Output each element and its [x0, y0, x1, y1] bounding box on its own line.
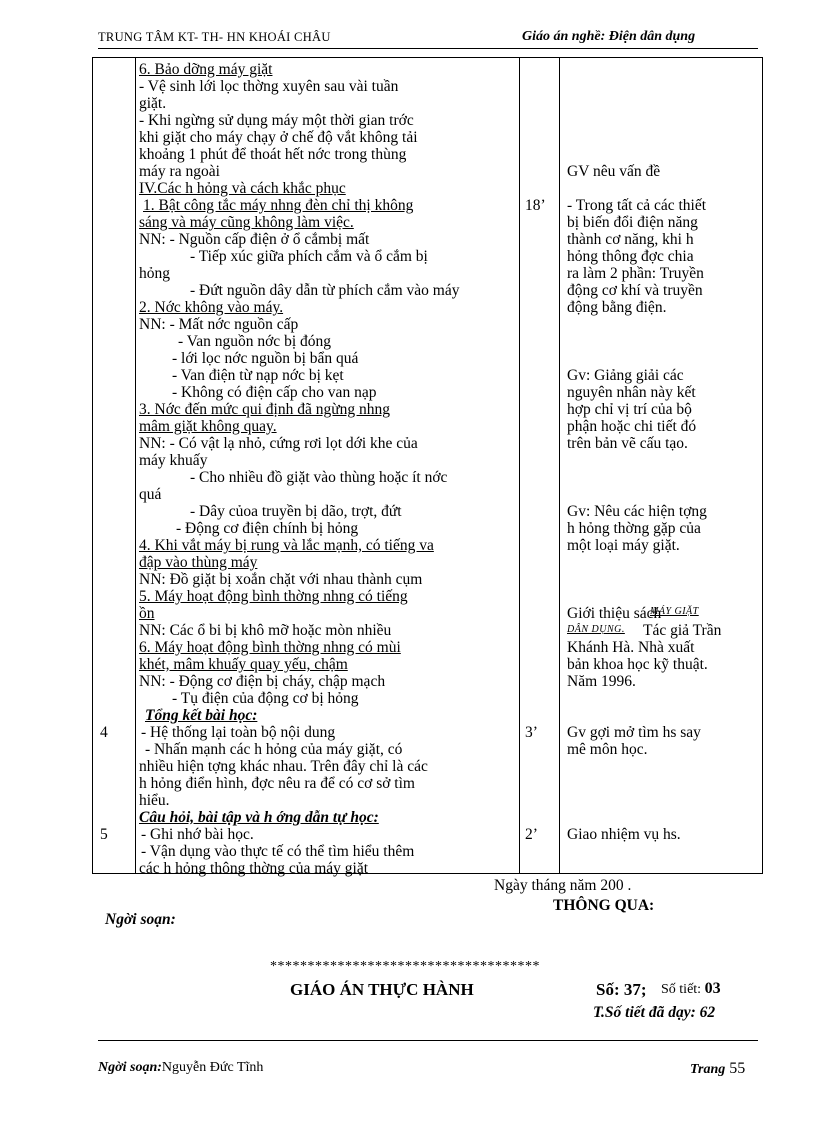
date-line: Ngày tháng năm 200 . [494, 877, 632, 894]
footer-divider [98, 1040, 758, 1041]
activity-line: bản khoa học kỹ thuật. [567, 656, 708, 673]
content-line: hiểu. [139, 792, 170, 809]
content-line: - Đứt nguồn dây dẫn từ phích cắm vào máy [190, 282, 460, 299]
activity-line: h hỏng thờng gặp của [567, 520, 701, 537]
lesson-number: Số: 37; [596, 980, 647, 999]
content-line: nhiều hiện tợng khác nhau. Trên đây chỉ là các [139, 758, 428, 775]
content-line: - Vệ sinh lới lọc thờng xuyên sau vài tuần [139, 78, 399, 95]
activity-line: động bằng điện. [567, 299, 667, 316]
activity-line: Gv: Giảng giải các [567, 367, 684, 384]
content-line: - Van điện từ nạp nớc bị kẹt [172, 367, 344, 384]
time-value: 2’ [525, 826, 538, 843]
content-line: 5. Máy hoạt động bình thờng nhng có tiếng [139, 588, 408, 605]
step-number: 5 [100, 826, 108, 843]
footer-author-name: Nguyễn Đức Tĩnh [161, 1060, 264, 1075]
content-line: - Hệ thống lại toàn bộ nội dung [141, 724, 336, 741]
content-line: IV.Các h hỏng và cách khắc phục [139, 180, 346, 197]
author-signature-label: Ngời soạn: [105, 911, 176, 928]
book-title-line2: DÂN DỤNG. [567, 624, 625, 635]
activity-line: Gv: Nêu các hiện tợng [567, 503, 707, 520]
content-line: 1. Bật công tắc máy nhng đèn chỉ thị không [143, 197, 414, 214]
activity-line: một loại máy giặt. [567, 537, 680, 554]
activity-line: trên bản vẽ cấu tạo. [567, 435, 688, 452]
content-line: - Cho nhiều đồ giặt vào thùng hoặc ít nớc [190, 469, 448, 486]
content-line: Tổng kết bài học: [145, 707, 258, 724]
content-line: NN: - Có vật lạ nhỏ, cứng rơi lọt dới khe của [139, 435, 418, 452]
footer-page-number: 55 [725, 1060, 746, 1077]
content-line: - Không có điện cấp cho van nạp [172, 384, 377, 401]
total-periods: T.Số tiết đã dạy: 62 [593, 1004, 716, 1021]
content-line: Câu hỏi, bài tập và h ớng dẫn tự học: [139, 809, 379, 826]
content-line: khét, mâm khuấy quay yếu, chậm [139, 656, 348, 673]
activity-line: hỏng thông đợc chia [567, 248, 694, 265]
content-line: ồn [139, 605, 155, 622]
book-title-line1: MÁY GIẶT [650, 606, 699, 617]
content-line: - Vận dụng vào thực tế có thể tìm hiểu thêm [141, 843, 415, 860]
content-line: 6. Bảo dỡng máy giặt [139, 61, 273, 78]
time-value: 3’ [525, 724, 538, 741]
activity-line: Gv gợi mở tìm hs say [567, 724, 701, 741]
footer-author-label: Ngời soạn: [98, 1060, 162, 1075]
activity-line: mê môn học. [567, 741, 648, 758]
content-line: giặt. [139, 95, 167, 112]
activity-line: bị biến đổi điện năng [567, 214, 698, 231]
content-line: NN: - Động cơ điện bị cháy, chập mạch [139, 673, 386, 690]
content-line: - Van nguồn nớc bị đóng [178, 333, 331, 350]
activity-line: thành cơ năng, khi h [567, 231, 694, 248]
activity-line: Giao nhiệm vụ hs. [567, 826, 681, 843]
header-school: TRUNG TÂM KT- TH- HN KHOÁI CHÂU [98, 30, 331, 44]
content-line: đập vào thùng máy [139, 554, 258, 571]
content-line: khi giặt cho máy chạy ở chế độ vắt không tải [139, 129, 418, 146]
content-line: NN: - Mất nớc nguồn cấp [139, 316, 299, 333]
activity-line: phận hoặc chi tiết đó [567, 418, 697, 435]
content-line: NN: Đồ giặt bị xoắn chặt với nhau thành cụm [139, 571, 423, 588]
content-line: h hỏng điển hình, đợc nêu ra để có cơ sở tìm [139, 775, 415, 792]
activity-line: - Trong tất cả các thiết [567, 197, 707, 214]
content-line: các h hỏng thông thờng của máy giặt [139, 860, 369, 877]
time-column [520, 58, 560, 874]
activity-line: Năm 1996. [567, 673, 636, 690]
approval-label: THÔNG QUA: [553, 897, 655, 914]
content-line: - Ghi nhớ bài học. [141, 826, 254, 843]
content-line: - Khi ngừng sử dụng máy một thời gian trớc [139, 112, 414, 129]
activity-line: ra làm 2 phần: Truyền [567, 265, 704, 282]
footer-author [98, 1060, 263, 1076]
content-line: 6. Máy hoạt động bình thờng nhng có mùi [139, 639, 401, 656]
content-line: quá [139, 486, 162, 503]
content-line: 3. Nớc đến mức qui định đã ngừng nhng [139, 401, 391, 418]
step-number: 4 [100, 724, 108, 741]
header-subject: Giáo án nghề: Điện dân dụng [522, 29, 696, 44]
content-line: NN: Các ổ bi bị khô mỡ hoặc mòn nhiều [139, 622, 392, 639]
content-line: - lới lọc nớc nguồn bị bẩn quá [172, 350, 359, 367]
footer-page-label: Trang [690, 1062, 726, 1077]
period-count [661, 980, 721, 998]
content-line: - Tụ điện của động cơ bị hỏng [172, 690, 359, 707]
content-line: máy ra ngoài [139, 163, 220, 180]
header-divider [98, 48, 758, 49]
activity-line: Khánh Hà. Nhà xuất [567, 639, 695, 656]
activity-line: GV nêu vấn đề [567, 163, 661, 180]
time-value: 18’ [525, 197, 546, 214]
content-line: - Tiếp xúc giữa phích cắm và ổ cắm bị [190, 248, 428, 265]
content-line: hỏng [139, 265, 170, 282]
step-column [93, 58, 136, 874]
content-line: - Động cơ điện chính bị hỏng [176, 520, 359, 537]
activity-line: động cơ khí và truyền [567, 282, 703, 299]
content-line: - Dây củoa truyền bị dão, trợt, đứt [190, 503, 402, 520]
separator-stars: ************************************ [270, 959, 540, 974]
plan-title: GIÁO ÁN THỰC HÀNH [290, 980, 474, 999]
content-line: - Nhấn mạnh các h hỏng của máy giặt, có [145, 741, 403, 758]
content-line: 2. Nớc không vào máy. [139, 299, 284, 316]
period-count-label: Số tiết: [661, 982, 705, 997]
period-count-value: 03 [704, 980, 721, 997]
content-line: sáng và máy cũng không làm việc. [139, 214, 354, 231]
activity-line: nguyên nhân này kết [567, 384, 696, 401]
activity-line: hợp chỉ vị trí của bộ [567, 401, 692, 418]
content-line: mâm giặt không quay. [139, 418, 277, 435]
footer-page [690, 1060, 745, 1078]
activity-line: Giới thiệu sách [567, 605, 662, 622]
content-line: máy khuấy [139, 452, 208, 469]
content-line: khoảng 1 phút để thoát hết nớc trong thùng [139, 146, 407, 163]
content-line: NN: - Nguồn cấp điện ở ổ cắmbị mất [139, 231, 370, 248]
activity-line: Tác giả Trần [643, 622, 722, 639]
content-line: 4. Khi vắt máy bị rung và lắc mạnh, có tiếng va [139, 537, 434, 554]
